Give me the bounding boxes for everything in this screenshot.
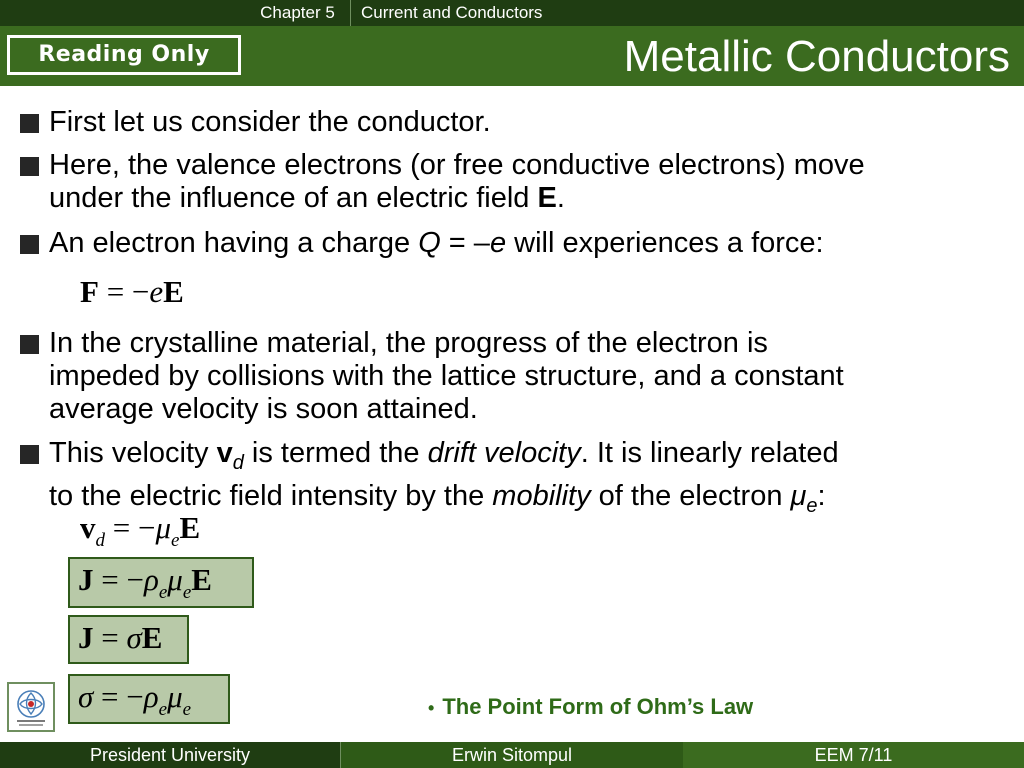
bullet-square-icon	[20, 445, 39, 464]
mobility-term: mobility	[492, 479, 591, 512]
electron-charge-symbol: e	[489, 227, 507, 259]
top-bar	[0, 0, 1024, 26]
bullet-5-line-2-pre: to the electric field intensity by the	[49, 479, 493, 512]
current-E: E	[191, 562, 212, 597]
footer-university: President University	[0, 742, 341, 768]
bullet-4-text	[49, 327, 1009, 426]
cond-sigma: σ	[78, 679, 94, 714]
velocity-subscript: d	[232, 451, 244, 474]
bullet-2-text	[49, 149, 1009, 215]
drift-E: E	[179, 510, 201, 545]
current-rho-sub: e	[158, 582, 168, 603]
bullet-5-colon: :	[817, 479, 826, 512]
current-mu: μ	[167, 562, 183, 597]
bullet-square-icon	[20, 235, 39, 254]
velocity-symbol: v	[216, 437, 233, 469]
ohm-op: =	[93, 620, 127, 655]
current-J: J	[78, 562, 94, 597]
slide-title: Metallic Conductors	[623, 32, 1010, 81]
cond-rho: ρ	[143, 679, 159, 714]
bullet-1-text: First let us consider the conductor.	[49, 106, 491, 138]
chapter-label: Chapter 5	[245, 0, 351, 26]
cond-op: = −	[93, 679, 144, 714]
footer-page: EEM 7/11	[683, 742, 1024, 768]
reading-only-badge-fill	[10, 38, 238, 72]
bullet-5-pre: This velocity	[49, 437, 217, 469]
reading-only-label: Reading Only	[38, 42, 210, 67]
drift-v: v	[80, 510, 96, 545]
drift-v-sub: d	[95, 530, 105, 551]
force-op: = −	[98, 274, 150, 309]
force-equation	[80, 274, 184, 310]
current-rho: ρ	[143, 562, 159, 597]
drift-mu: μ	[155, 510, 172, 545]
charge-symbol: Q	[418, 227, 441, 259]
bullet-square-icon	[20, 157, 39, 176]
bullet-3-text	[49, 227, 1009, 260]
force-symbol: F	[80, 274, 99, 309]
university-logo-icon	[9, 684, 53, 730]
drift-equation	[80, 510, 200, 552]
conductivity-equation	[78, 679, 191, 721]
bullet-4-line-1: In the crystalline material, the progress of the electron is	[49, 327, 768, 359]
force-e: e	[149, 274, 164, 309]
cond-rho-sub: e	[158, 699, 168, 720]
current-density-equation	[78, 562, 212, 604]
current-op: = −	[93, 562, 144, 597]
bullet-5-line-1	[49, 437, 1009, 480]
note-text: The Point Form of Ohm’s Law	[442, 694, 754, 719]
drift-velocity-term: drift velocity	[427, 437, 581, 469]
university-logo	[7, 682, 55, 732]
bullet-3-pre: An electron having a charge	[49, 227, 419, 259]
topic-label: Current and Conductors	[361, 3, 543, 22]
bullet-square-icon	[20, 114, 39, 133]
bullet-2-line-2	[49, 182, 1009, 215]
footer-bar	[0, 742, 1024, 768]
bullet-2-period: .	[556, 182, 565, 214]
drift-op: = −	[105, 510, 156, 545]
ohm-J: J	[78, 620, 94, 655]
charge-equals: = –	[440, 227, 490, 259]
bullet-square-icon	[20, 335, 39, 354]
current-mu-sub: e	[182, 582, 192, 603]
note-bullet: •	[428, 698, 435, 718]
ohm-law-equation	[78, 620, 162, 656]
drift-mu-sub: e	[171, 530, 180, 551]
ohm-sigma: σ	[126, 620, 142, 655]
field-symbol: E	[537, 182, 557, 214]
bullet-2-line-2-text: under the influence of an electric field	[49, 182, 538, 214]
bullet-3-post: will experiences a force:	[506, 227, 824, 259]
bullet-4-line-3: average velocity is soon attained.	[49, 393, 478, 425]
force-field: E	[163, 274, 184, 309]
bullet-5-post: . It is linearly related	[580, 437, 839, 469]
cond-mu: μ	[167, 679, 183, 714]
point-form-note	[428, 694, 753, 720]
bullet-4-line-2: impeded by collisions with the lattice structure, and a constant	[49, 360, 844, 392]
reading-only-badge	[4, 32, 244, 78]
footer-author: Erwin Sitompul	[341, 742, 683, 768]
ohm-E: E	[141, 620, 163, 655]
bullet-2-line-1: Here, the valence electrons (or free conductive electrons) move	[49, 149, 865, 181]
mobility-symbol: μ	[790, 479, 807, 512]
mobility-subscript: e	[806, 494, 818, 517]
bullet-5-line-2-mid: of the electron	[590, 479, 791, 512]
bullet-5-mid: is termed the	[243, 437, 428, 469]
cond-mu-sub: e	[182, 699, 192, 720]
